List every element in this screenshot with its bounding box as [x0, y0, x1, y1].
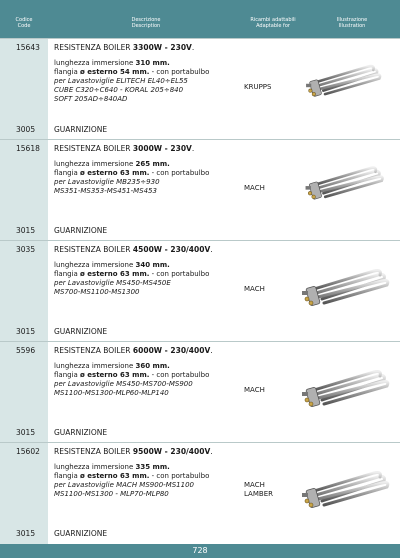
product-code: 15602 — [16, 447, 40, 456]
compat-line: SOFT 205AD÷840AD — [54, 95, 128, 103]
heating-element-illustration — [300, 51, 388, 101]
product-title: RESISTENZA BOILER 4500W - 230/400V. — [54, 245, 213, 254]
page-footer — [0, 544, 400, 558]
product-title: RESISTENZA BOILER 9500W - 230/400V. — [54, 447, 213, 456]
flange-spec: flangia ø esterno 63 mm. - con portabulbo — [54, 169, 210, 177]
table-row — [0, 341, 400, 442]
adaptable-brand — [244, 285, 304, 294]
product-code: 15643 — [16, 43, 40, 52]
product-description — [54, 160, 244, 196]
header-description: Descrizione Description — [131, 17, 161, 29]
gasket-code: 3015 — [16, 529, 36, 538]
heating-element-illustration — [300, 253, 392, 311]
table-row — [0, 38, 400, 139]
brand-line: MACH — [244, 285, 265, 293]
compat-line: per Lavastoviglie MB235÷930 — [54, 178, 160, 186]
immersion-length: lunghezza immersione 310 mm. — [54, 59, 170, 67]
compat-line: CUBE C320÷C640 - KORAL 205÷840 — [54, 86, 184, 94]
compat-line: MS1100-MS1300-MLP60-MLP140 — [54, 389, 169, 397]
page-number: 728 — [192, 546, 208, 555]
brand-line: KRUPPS — [244, 83, 272, 91]
adaptable-brand — [244, 481, 304, 499]
compat-line: per Lavastoviglie MS450-MS700-MS900 — [54, 380, 193, 388]
gasket-name: GUARNIZIONE — [54, 226, 108, 235]
header-illustration: Illustrazione Illustration — [336, 17, 368, 29]
product-title: RESISTENZA BOILER 3000W - 230V. — [54, 144, 195, 153]
gasket-name: GUARNIZIONE — [54, 428, 108, 437]
product-description — [54, 362, 244, 398]
compat-line: MS351-MS353-MS451-MS453 — [54, 187, 157, 195]
gasket-code: 3005 — [16, 125, 36, 134]
brand-line: MACH — [244, 386, 265, 394]
heating-element-illustration — [300, 152, 390, 204]
immersion-length: lunghezza immersione 340 mm. — [54, 261, 170, 269]
gasket-code: 3015 — [16, 428, 36, 437]
product-code: 3035 — [16, 245, 36, 254]
gasket-name: GUARNIZIONE — [54, 529, 108, 538]
table-header — [0, 0, 400, 38]
immersion-length: lunghezza immersione 265 mm. — [54, 160, 170, 168]
gasket-code: 3015 — [16, 327, 36, 336]
product-title: RESISTENZA BOILER 6000W - 230/400V. — [54, 346, 213, 355]
compat-line: per Lavastoviglie MACH MS900-MS1100 — [54, 481, 194, 489]
adaptable-brand — [244, 386, 304, 395]
gasket-name: GUARNIZIONE — [54, 327, 108, 336]
compat-line: per Lavastoviglie MS450-MS450E — [54, 279, 171, 287]
product-description — [54, 261, 244, 297]
compat-line: MS700-MS1100-MS1300 — [54, 288, 140, 296]
flange-spec: flangia ø esterno 63 mm. - con portabulbo — [54, 472, 210, 480]
product-title: RESISTENZA BOILER 3300W - 230V. — [54, 43, 195, 52]
product-description — [54, 59, 244, 104]
gasket-code: 3015 — [16, 226, 36, 235]
brand-line: MACH — [244, 481, 265, 489]
immersion-length: lunghezza immersione 335 mm. — [54, 463, 170, 471]
gasket-name: GUARNIZIONE — [54, 125, 108, 134]
adaptable-brand — [244, 83, 304, 92]
adaptable-brand — [244, 184, 304, 193]
flange-spec: flangia ø esterno 54 mm. - con portabulbo — [54, 68, 210, 76]
flange-spec: flangia ø esterno 63 mm. - con portabulbo — [54, 270, 210, 278]
flange-spec: flangia ø esterno 63 mm. - con portabulbo — [54, 371, 210, 379]
table-row — [0, 240, 400, 341]
immersion-length: lunghezza immersione 360 mm. — [54, 362, 170, 370]
product-code: 5596 — [16, 346, 36, 355]
table-row — [0, 442, 400, 543]
heating-element-illustration — [300, 354, 392, 412]
heating-element-illustration — [300, 455, 392, 513]
product-description — [54, 463, 244, 499]
header-code: Codice Code — [15, 17, 33, 29]
brand-line: MACH — [244, 184, 265, 192]
product-code: 15618 — [16, 144, 40, 153]
table-row — [0, 139, 400, 240]
brand-line: LAMBER — [244, 490, 273, 498]
compat-line: MS1100-MS1300 - MLP70-MLP80 — [54, 490, 169, 498]
header-adaptable: Ricambi adattabili Adaptable for — [250, 17, 296, 29]
compat-line: per Lavastoviglie ELITECH EL40÷EL55 — [54, 77, 188, 85]
